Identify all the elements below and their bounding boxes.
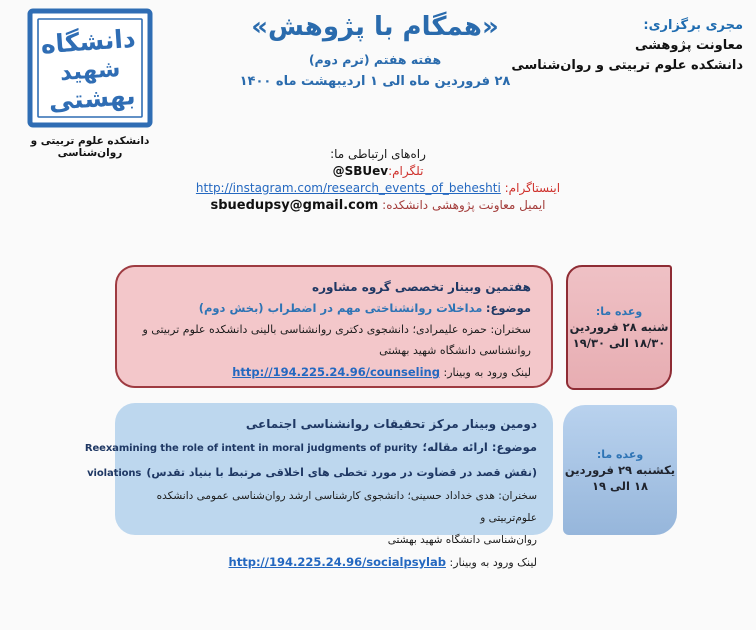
organizer-line-1: معاونت پژوهشی bbox=[635, 38, 743, 54]
webinar2-title: دومین وبینار مرکز تحقیقات روانشناسی اجتماعی bbox=[245, 417, 537, 431]
webinar2-link-label: لینک ورود به وبینار: bbox=[449, 556, 537, 569]
webinar2-link[interactable]: http://194.225.24.96/socialpsylab bbox=[228, 555, 446, 569]
webinar2-schedule-label: وعده ما: bbox=[596, 447, 644, 461]
webinar2-topic-persian: (نقش قصد در قضاوت در مورد تخطی های اخلاقی مرتبط با بنیاد تقدس) bbox=[146, 466, 537, 479]
webinar2-topic-english: Reexamining the role of intent in moral judgments of purity bbox=[84, 443, 418, 454]
instagram-line bbox=[0, 180, 756, 197]
webinar1-box bbox=[115, 265, 553, 388]
webinar1-title: هفتمین وبینار تخصصی گروه مشاوره bbox=[311, 280, 531, 294]
university-logo-icon bbox=[27, 8, 153, 128]
webinar1-link[interactable]: http://194.225.24.96/counseling bbox=[232, 365, 440, 379]
faculty-caption: دانشکده علوم تربیتی و روان‌شناسی bbox=[30, 135, 150, 159]
instagram-label: اینستاگرام: bbox=[504, 181, 561, 195]
organizer-block bbox=[511, 16, 743, 76]
logo-word-2: شهید bbox=[59, 55, 122, 87]
email-line bbox=[0, 197, 756, 214]
webinar2-schedule-day: یکشنبه ۲۹ فروردین bbox=[564, 462, 676, 477]
logo-word-1: دانشگاه bbox=[39, 23, 137, 60]
webinar2-speaker-line-1: سخنران: هدی خداداد حسینی؛ دانشجوی کارشناسی ارشد روان‌شناسی عمومی دانشکده علوم‌تربیتی و bbox=[156, 490, 537, 524]
webinar1-topic-line bbox=[131, 298, 531, 319]
webinar2-topic-line-2 bbox=[87, 460, 537, 485]
organizer-line-2: دانشکده علوم تربیتی و روان‌شناسی bbox=[511, 58, 743, 74]
webinar1-schedule-box bbox=[566, 265, 672, 390]
telegram-line bbox=[0, 163, 756, 180]
webinar1-schedule-time: ۱۸/۳۰ الی ۱۹/۳۰ bbox=[572, 336, 666, 350]
instagram-link[interactable]: http://instagram.com/research_events_of_beheshti bbox=[195, 181, 501, 195]
webinar1-link-line bbox=[131, 361, 531, 384]
header-center bbox=[203, 12, 547, 89]
webinar1-topic-label: موضوع: bbox=[485, 301, 531, 315]
page-title: «همگام با پژوهش» bbox=[251, 12, 499, 42]
webinar1-speaker-line-2: روانشناسی دانشگاه شهید بهشتی bbox=[379, 344, 531, 357]
webinar2-schedule-box bbox=[563, 405, 677, 535]
email-address: sbuedupsy@gmail.com bbox=[210, 198, 379, 213]
webinar2-speaker-line-2: روان‌شناسی دانشگاه شهید بهشتی bbox=[387, 534, 537, 546]
organizer-label: مجری برگزاری: bbox=[643, 18, 743, 33]
contact-heading: راه‌های ارتباطی ما: bbox=[330, 147, 426, 161]
webinar2-schedule-time: ۱۸ الی ۱۹ bbox=[592, 478, 648, 493]
webinar1-speaker-line-1: سخنران: حمزه علیمرادی؛ دانشجوی دکتری روانشناسی بالینی دانشکده علوم تربیتی و bbox=[142, 323, 531, 336]
webinar2-link-line bbox=[127, 551, 537, 574]
date-range: ۲۸ فروردین ماه الی ۱ اردیبهشت ماه ۱۴۰۰ bbox=[239, 74, 511, 90]
webinar1-schedule-label: وعده ما: bbox=[595, 305, 643, 318]
webinar1-topic: مداخلات روانشناختی مهم در اضطراب (بخش دوم) bbox=[198, 301, 483, 315]
email-label: ایمیل معاونت پژوهشی دانشکده: bbox=[382, 198, 546, 212]
webinar1-link-label: لینک ورود به وبینار: bbox=[443, 366, 531, 379]
webinar2-topic-label: موضوع: ارائه مقاله؛ bbox=[422, 440, 537, 454]
webinar2-topic-english-tail: violations bbox=[87, 468, 142, 479]
webinar2-box bbox=[84, 403, 553, 569]
logo-block bbox=[10, 8, 170, 159]
logo-word-3: بهشتی bbox=[47, 80, 137, 116]
webinar2-topic-line-1 bbox=[84, 435, 537, 460]
contact-block bbox=[0, 146, 756, 214]
telegram-handle: @SBUev bbox=[332, 164, 389, 178]
webinar1-schedule-day: شنبه ۲۸ فروردین bbox=[569, 320, 669, 334]
telegram-label: تلگرام: bbox=[388, 164, 424, 178]
week-subtitle: هفته هفتم (ترم دوم) bbox=[308, 52, 442, 68]
